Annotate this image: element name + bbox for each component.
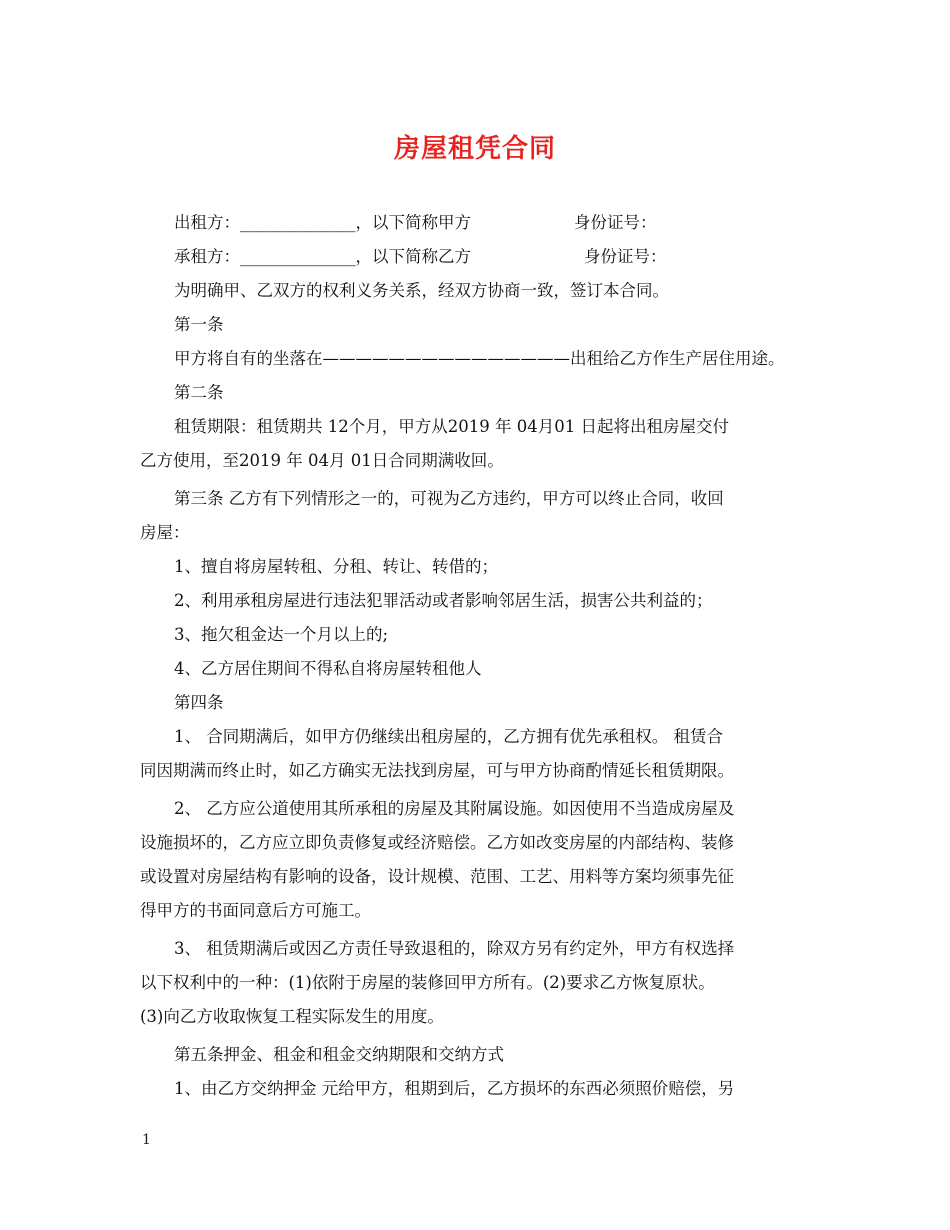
article-2-line-2: 乙方使用，至2019 年 04月 01日合同期满收回。 bbox=[140, 451, 504, 470]
article-1-text: 甲方将自有的坐落在———————————————出租给乙方作生产居住用途。 bbox=[174, 349, 785, 368]
article-4-heading: 第四条 bbox=[174, 693, 224, 712]
article-3-item: 4、乙方居住期间不得私自将房屋转租他人 bbox=[174, 659, 482, 678]
article-4-p3-line-2: 以下权利中的一种：(1)依附于房屋的装修回甲方所有。(2)要求乙方恢复原状。 bbox=[140, 973, 715, 992]
article-4-p2-line-2: 设施损坏的，乙方应立即负责修复或经济赔偿。乙方如改变房屋的内部结构、装修 bbox=[140, 833, 734, 852]
article-4-p1-line-2: 同因期满而终止时，如乙方确实无法找到房屋，可与甲方协商酌情延长租赁期限。 bbox=[140, 761, 734, 780]
article-2-line-1: 租赁期限：租赁期共 12个月，甲方从2019 年 04月01 日起将出租房屋交付 bbox=[174, 417, 729, 436]
article-3-item: 1、擅自将房屋转租、分租、转让、转借的； bbox=[174, 557, 498, 576]
party-a-line bbox=[140, 206, 812, 240]
page-number: 1 bbox=[142, 1132, 151, 1148]
preamble: 为明确甲、乙双方的权利义务关系，经双方协商一致，签订本合同。 bbox=[174, 281, 669, 300]
article-4-p1-line-1: 1、 合同期满后，如甲方仍继续出租房屋的，乙方拥有优先承租权。 租赁合 bbox=[174, 727, 723, 746]
party-a-label: 出租方：______________，以下简称甲方 bbox=[174, 213, 471, 232]
article-4-p2-line-1: 2、 乙方应公道使用其所承租的房屋及其附属设施。如因使用不当造成房屋及 bbox=[174, 799, 735, 818]
article-4-p3-line-3: (3)向乙方收取恢复工程实际发生的用度。 bbox=[140, 1007, 444, 1026]
article-5-heading: 第五条押金、租金和租金交纳期限和交纳方式 bbox=[174, 1045, 504, 1064]
article-3-item: 2、利用承租房屋进行违法犯罪活动或者影响邻居生活，损害公共利益的； bbox=[174, 591, 713, 610]
party-b-line bbox=[140, 240, 812, 274]
document-body bbox=[140, 206, 812, 1106]
article-3-line-1: 第三条 乙方有下列情形之一的，可视为乙方违约，甲方可以终止合同，收回 bbox=[174, 489, 724, 508]
party-b-label: 承租方：______________，以下简称乙方 bbox=[174, 247, 471, 266]
document-title: 房屋租凭合同 bbox=[393, 134, 556, 164]
article-5-line-1: 1、由乙方交纳押金 元给甲方，租期到后，乙方损坏的东西必须照价赔偿，另 bbox=[174, 1079, 735, 1098]
article-3-line-2: 房屋： bbox=[140, 523, 190, 542]
article-1-heading: 第一条 bbox=[174, 315, 224, 334]
article-4-p2-line-3: 或设置对房屋结构有影响的设备，设计规模、范围、工艺、用料等方案均须事先征 bbox=[140, 867, 734, 886]
article-2-heading: 第二条 bbox=[174, 383, 224, 402]
article-4-p2-line-4: 得甲方的书面同意后方可施工。 bbox=[140, 901, 371, 920]
party-b-id-label: 身份证号： bbox=[584, 247, 667, 266]
party-a-id-label: 身份证号： bbox=[574, 213, 657, 232]
article-4-p3-line-1: 3、 租赁期满后或因乙方责任导致退租的，除双方另有约定外，甲方有权选择 bbox=[174, 939, 735, 958]
article-3-item: 3、拖欠租金达一个月以上的; bbox=[174, 625, 389, 644]
